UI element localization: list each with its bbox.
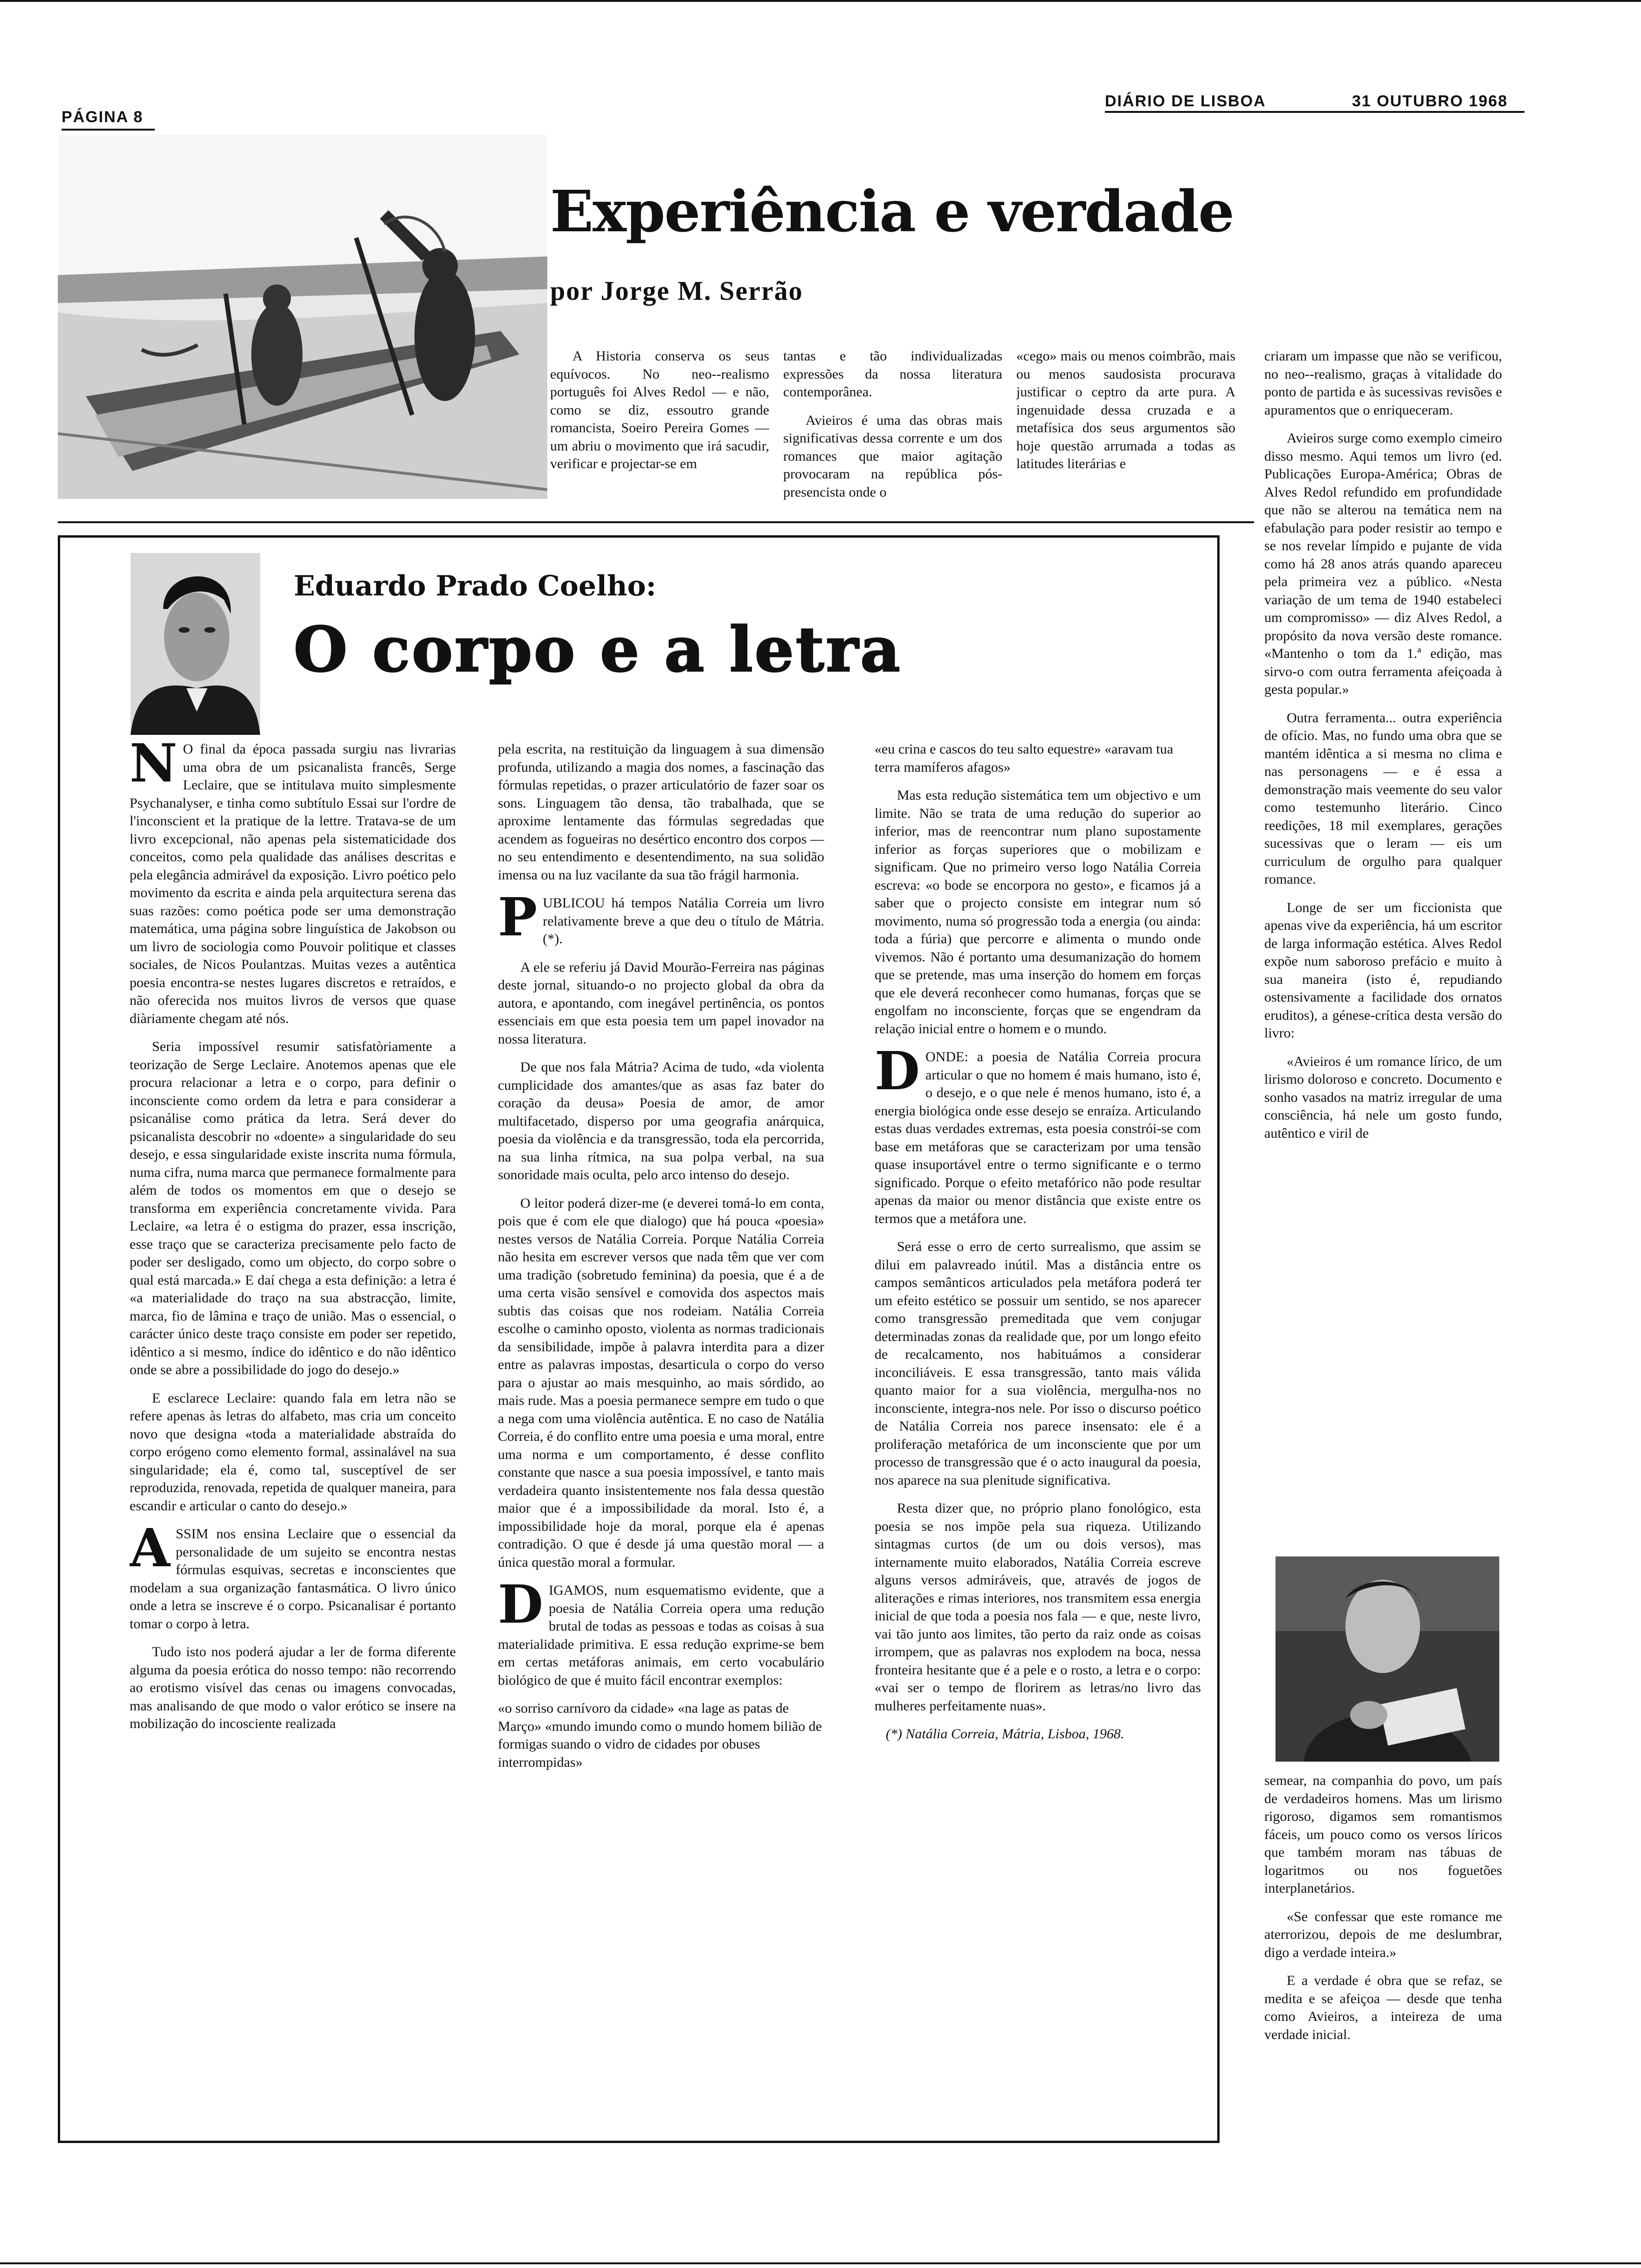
article2-paragraph: Seria impossível resumir satisfatòriamente a teorização de Serge Leclaire. Anotemos apenas que ele procura relacionar a letra e o corpo, para definir o inconsciente como ordem da letra e para considerar a psicanálise como prática da letra. Será dever do psicanalista descobrir no «doente» a singularidade do seu desejo, e essa singularidade existe inscrita numa fórmula, numa cifra, numa marca que permanece formalmente para além de todos os momentos em que o desejo se transforma em experiência concretamente vivida. Para Leclaire, «a letra é o estigma do prazer, essa inscrição, esse traço que se caracteriza precisamente pelo facto de poder ser desligado, como um objecto, do corpo sobre o qual está marcada.» E daí chega a esta definição: a letra é «a materialidade do traço na sua abstracção, limite, marca, fio de lâmina e traço de união. Mas o essencial, o carácter único deste traço consiste em poder ser repetido, idêntico a si mesmo, índice do idêntico e do não idêntico onde se abre a possibilidade do jogo do desejo.»	[130, 1039, 456, 1377]
article1-paragraph: «cego» mais ou menos coimbrão, mais ou menos saudosista procurava justificar o ceptro da arte pura. A ingenuidade dessa cruzada e a metafísica dos seus argumentos são hoje questão arrumada a todas as latitudes literárias e	[1016, 348, 1235, 471]
article-title: Experiência e verdade	[550, 178, 1234, 245]
article2-column-3	[875, 740, 1201, 2093]
article1-paragraph: tantas e tão individualizadas expressões da nossa literatura contemporânea.	[783, 348, 1002, 400]
redol-photo	[1276, 1556, 1499, 1762]
article1-paragraph: E a verdade é obra que se refaz, se medita e se afeiçoa — desde que tenha como Avieiros, a inteireza de uma verdade inicial.	[1264, 1973, 1502, 2042]
author-portrait	[131, 553, 260, 735]
article2-paragraph: Mas esta redução sistemática tem um objectivo e um limite. Não se trata de uma redução do superior ao inferior, mas de reencontrar num plano supostamente inferior as forças superiores que o mobilizam e significam. Que no primeiro verso logo Natália Correia escreva: «o bode se encorpora no gesto», e ficamos já a saber que o projecto consiste em integrar num só movimento, numa só progressão toda a energia (ou ainda: toda a fúria) que percorre e alimenta o mundo onde vivemos. Não é portanto uma desumanização do homem que se pretende, mas uma inserção do homem em forças que ele deverá reconhecer como humanas, forças que se engolfam no inconsciente, forças que se engendram da relação inicial entre o homem e o mundo.	[875, 788, 1201, 1037]
article2-paragraph	[130, 740, 456, 1028]
drop-cap-d: D	[498, 1574, 544, 1635]
article2-text: ONDE: a poesia de Natália Correia procura articular o que no homem é mais humano, isto é, o desejo, e o que nele é menos humano, isto é, a energia biológica onde esse desejo se enraíza. Articulando estas duas verdades extremas, esta poesia constrói-se com base em metáforas que se caracterizam por uma tensão quase insuportável entre o termo significante e o termo significado. Porque o efeito metafórico não pode resultar apenas da maior ou menor distância que existe entre os termos que a metáfora une.	[875, 1049, 1201, 1226]
article2-text: IGAMOS, num esquematismo evidente, que a poesia de Natália Correia opera uma redução brutal de todas as pessoas e todas as coisas à sua materialidade primitiva. E essa redução exprime-se bem em certas metáforas animais, em certo vocabulário biológico de que é muito fácil encontrar exemplos:	[498, 1583, 824, 1688]
drop-cap-p: P	[498, 887, 538, 948]
article1-paragraph: «Se confessar que este romance me aterrorizou, depois de me deslumbrar, digo a verdade inteira.»	[1264, 1908, 1502, 1960]
article2-text: UBLICOU há tempos Natália Correia um livro relativamente breve a que deu o título de Mátria. (*).	[543, 895, 824, 947]
article2-paragraph	[498, 887, 824, 948]
article1-column-4b	[1264, 1772, 1502, 2070]
newspaper-name: DIÁRIO DE LISBOA	[1105, 92, 1266, 110]
article2-column-1	[130, 740, 456, 2079]
article2-paragraph: Será esse o erro de certo surrealismo, que assim se dilui em palavreado inútil. Mas a distância entre os campos semânticos articulados pela metáfora poderá ter um efeito estético se possuir um sentido, se nos aparecer como transgressão premeditada que vem conjugar determinadas zonas da realidade que, por um longo efeito de recalcamento, nos habituámos a considerar inconciliáveis. E essa transgressão, tanto mais válida quanto maior for a sua violência, mergulha-nos no inconsciente, integra-nos nele. Por isso o discurso poético de Natália Correia nos parece insensato: ele é a proliferação metafórica de um inconsciente que por um processo de transgressão que é o acto inaugural da poesia, nos aparece na sua plenitude significativa.	[875, 1239, 1201, 1488]
drop-cap-n: N	[130, 740, 178, 794]
boat-photo	[58, 135, 547, 499]
article2-kicker: Eduardo Prado Coelho:	[294, 570, 656, 602]
article2-paragraph: O leitor poderá dizer-me (e deverei tomá-lo em conta, pois que é com ele que dialogo) que há pouca «poesia» nestes versos de Natália Correia. Porque Natália Correia não hesita em escrever versos que nada têm que ver com uma tradição (sobretudo feminina) da poesia, que é a de uma certa visão sensível e comovida dos aspectos mais subtis das coisas que nos rodeiam. Natália Correia escolhe o caminho oposto, violenta as normas tradicionais da sensibilidade, impõe à palavra interdita para a dizer entre as palavras impostas, desarticula o corpo do verso para o ajustar ao mais mesquinho, ao mais sórdido, ao mais rude. Mas a poesia permanece sempre em tudo o que a nega com uma violência autêntica. E no caso de Natália Correia, é do conflito entre uma poesia e uma moral, entre uma norma e um comportamento, é desse conflito constante que nasce a sua poesia impossível, e tanto mais verdadeira quanto insistentemente nos fala dessa questão maior que é a impossibilidade da moral. Isto é, a impossibilidade hoje da moral, porque ela é apenas contradição. O que é desde já uma questão moral — a única questão moral a formular.	[498, 1195, 824, 1570]
article2-paragraph	[875, 1041, 1201, 1228]
drop-cap-d2: D	[875, 1041, 920, 1102]
article2-text: SSIM nos ensina Leclaire que o essencial da personalidade de um sujeito se encontra nestas fórmulas esquivas, secretas e inconscientes que modelam a sua organização fantasmática. O livro único onde a letra se inscreve é o corpo. Psicanalisar é portanto tomar o corpo à letra.	[130, 1526, 456, 1632]
article2-paragraph: A ele se referiu já David Mourão-Ferreira nas páginas deste jornal, situando-o no projecto global da obra da autora, e apontando, com inegável pertinência, os pontos essenciais em que esta poesia tem um papel inovador na nossa literatura.	[498, 959, 824, 1047]
article1-paragraph: «Avieiros é um romance lírico, de um lirismo doloroso e concreto. Documento e sonho vasados na matriz irregular de uma consciência, há nele um gosto fundo, autêntico e viril de	[1264, 1053, 1502, 1141]
article2-paragraph	[130, 1518, 456, 1633]
article2-column-2	[498, 740, 824, 2079]
article1-paragraph: Longe de ser um ficcionista que apenas vive da experiência, há um escritor de larga informação estética. Alves Redol expõe num saboroso prefácio e muito à sua maneira (isto é, repudiando ostensivamente a facilidade dos ornatos eruditos), a génese-crítica desta versão do livro:	[1264, 899, 1502, 1041]
page-number: PÁGINA 8	[62, 108, 144, 126]
article1-paragraph: Avieiros surge como exemplo cimeiro disso mesmo. Aqui temos um livro (ed. Publicações Europa-América; Obras de Alves Redol refundido em profundidade que não se alterou na temática nem na efabulação para poder resistir ao tempo e se nos revelar límpido e pujante de vida como há 28 anos atrás quando apareceu pela primeira vez a público. «Nesta variação de um tema de 1940 estabeleci um compromisso» — diz Alves Redol, a propósito da nova versão deste romance. «Mantenho o tom da 1.ª edição, mas sirvo-o com outra ferramenta afeiçoada à gesta popular.»	[1264, 430, 1502, 697]
section-divider	[58, 521, 1254, 523]
article2-paragraph: Tudo isto nos poderá ajudar a ler de forma diferente alguma da poesia erótica do nosso tempo: não recorrendo ao erotismo visível das cenas ou imagens convocadas, mas analisando de que modo o valor erótico se insere na mobilização do incosciente realizada	[130, 1644, 456, 1731]
issue-date: 31 OUTUBRO 1968	[1352, 92, 1508, 110]
article1-paragraph: A Historia conserva os seus equívocos. No neo--realismo português foi Alves Redol — e não, como se diz, essoutro grande romancista, Soeiro Pereira Gomes — um abriu o movimento que irá sacudir, verificar e projectar-se em	[550, 348, 769, 471]
drop-cap-a: A	[130, 1518, 170, 1579]
article1-paragraph: semear, na companhia do povo, um país de verdadeiros homens. Mas um lirismo rigoroso, digamos sem romantismos fáceis, um pouco como os versos líricos que também moram nas tábuas de logaritmos ou nos foguetões interplanetários.	[1264, 1773, 1502, 1896]
article2-paragraph: Resta dizer que, no próprio plano fonológico, esta poesia se nos impõe pela sua riqueza. Utilizando sintagmas curtos (de um ou dois versos), mas internamente muito elaborados, Natália Correia escreve alguns versos admiráveis, que, através de jogos de aliterações e rimas interiores, nos transmitem essa energia inicial de que toda a poesia nos fala — e que, neste livro, vai tão junto aos limites, tão perto da raiz onde as coisas irrompem, que as palavras nos explodem na boca, nessa fronteira hesitante que é a pele e o rosto, a letra e o corpo: «vai ser o tempo de florirem as letras/no livro das mulheres perfeitamente nuas».	[875, 1500, 1201, 1714]
poem-excerpt: «o sorriso carnívoro da cidade» «na lage as patas de Março» «mundo imundo como o mundo homem bilião de formigas suando o vidro de cidades por obuses interrompidas»	[498, 1701, 822, 1770]
article2-paragraph: De que nos fala Mátria? Acima de tudo, «da violenta cumplicidade dos amantes/que as asas faz bater do coração da deusa» Poesia de amor, de amor multifacetado, disperso por uma geografia anárquica, poesia da violência e da transgressão, toda ela percorrida, na sua linha rítmica, na sua polpa verbal, na sua sonoridade mais oculta, pelo arco intenso do desejo.	[498, 1059, 824, 1182]
article1-paragraph: Outra ferramenta... outra experiência de ofício. Mas, no fundo uma obra que se mantém idêntica a si mesma no clima e nas personagens — e é essa a demonstração mais veemente do seu valor como testemunho literário. Cinco reedições, 18 mil exemplares, gerações sucessivas que o leram — eis um curriculum de orgulho para qualquer romance.	[1264, 710, 1502, 887]
poem-excerpt: «eu crina e cascos do teu salto equestre» «aravam tua terra mamíferos afagos»	[875, 741, 1173, 775]
article1-column-1	[550, 347, 769, 506]
boat-illustration	[58, 135, 547, 499]
redol-portrait	[1276, 1556, 1499, 1762]
article1-paragraph: Avieiros é uma das obras mais significativas dessa corrente e um dos romances que maior agitação provocaram na república pós-presencista onde o	[783, 412, 1002, 500]
article2-title: O corpo e a letra	[294, 614, 902, 686]
article1-column-3	[1016, 347, 1235, 506]
article2-paragraph: E esclarece Leclaire: quando fala em letra não se refere apenas às letras do alfabeto, mas cria um conceito novo que designa «toda a materialidade abstraída do corpo erógeno como elemento formal, assinalável na sua singularidade; ela é, como tal, susceptível de ser reproduzida, renovada, repetida de qualquer maneira, para escandir e articular o canto do desejo.»	[130, 1390, 456, 1514]
article2-text: O final da época passada surgiu nas livrarias uma obra de um psicanalista francês, Serge Leclaire, que se intitulava muito simplesmente Psychanalyser, e tinha como subtítulo Essai sur l'ordre de l'inconscient et la pratique de la lettre. Tratava-se de um livro excepcional, não apenas pela sistematicidade dos conceitos, como pela qualidade das análises descritas e pela elegância admirável da exposição. Livro poético pelo movimento da escrita e ainda pela arquitectura serena das suas razões: como poética pode ser uma demonstração matemática, uma página sobre linguística de Jakobson ou um livro de sociologia como Pouvoir politique et classes sociales, de Nicos Poulantzas. Muitas vezes a autêntica poesia encontra-se nestes lugares discretos e retraídos, e não oferecida nos muitos livros de versos que quase diàriamente chegam até nós.	[130, 741, 456, 1026]
article1-paragraph: criaram um impasse que não se verificou, no neo--realismo, graças à vitalidade do ponto de partida e às sucessivas revisões e apuramentos que o enriqueceram.	[1264, 348, 1502, 418]
article2-paragraph: pela escrita, na restituição da linguagem à sua dimensão profunda, utilizando a magia dos nomes, a fascinação das fórmulas repetidas, o prazer articulatório de fazer soar os sons. Linguagem tão densa, tão trabalhada, que se aproxime lentamente das fórmulas segredadas que acendem as fogueiras no desértico encontro dos corpos — no seu entendimento e desentendimento, na sua solidão imensa ou na luz vacilante da sua tão frágil harmonia.	[498, 741, 824, 883]
page-number-underline	[62, 129, 155, 131]
header-rule	[1105, 111, 1524, 113]
author-photo	[131, 553, 260, 735]
page-bottom-rule	[0, 2262, 1641, 2264]
footnote: (*) Natália Correia, Mátria, Lisboa, 1968.	[886, 1726, 1124, 1742]
article-byline: por Jorge M. Serrão	[550, 276, 803, 306]
article1-column-2	[783, 347, 1002, 506]
article2-paragraph	[498, 1574, 824, 1689]
